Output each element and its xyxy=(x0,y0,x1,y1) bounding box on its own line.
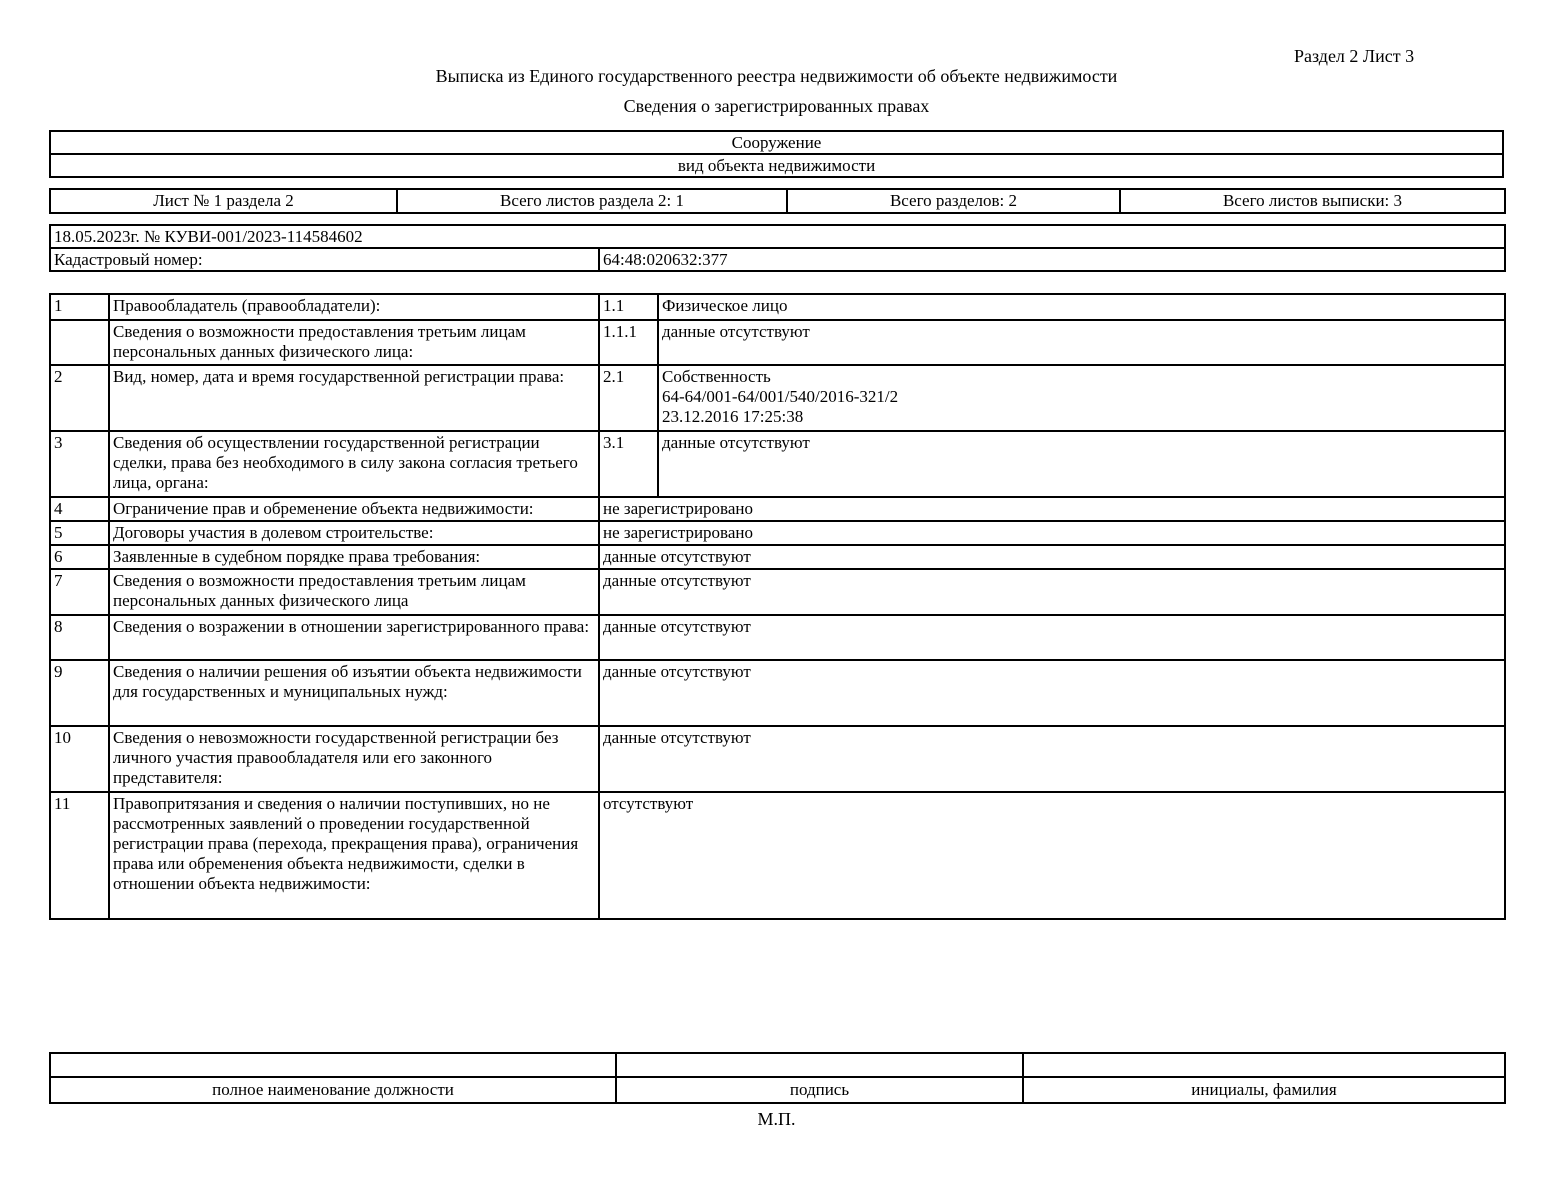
row-subnumber: 1.1 xyxy=(599,294,658,320)
signature-caption: подпись xyxy=(616,1077,1023,1103)
name-caption: инициалы, фамилия xyxy=(1023,1077,1505,1103)
row-number: 9 xyxy=(50,660,109,726)
row-number: 7 xyxy=(50,569,109,615)
signature-field xyxy=(616,1053,1023,1077)
position-field xyxy=(50,1053,616,1077)
table-row xyxy=(50,792,1505,919)
document-subtitle: Сведения о зарегистрированных правах xyxy=(623,96,930,116)
row-value: данные отсутствуют xyxy=(658,431,1505,497)
row-label: Правообладатель (правообладатели): xyxy=(109,294,599,320)
table-row xyxy=(50,615,1505,660)
row-value: данные отсутствуют xyxy=(658,320,1505,365)
row-number: 1 xyxy=(50,294,109,320)
table-row xyxy=(50,726,1505,792)
table-row xyxy=(50,545,1505,569)
identification-table xyxy=(49,224,1506,272)
row-value: данные отсутствуют xyxy=(599,660,1505,726)
row-number: 10 xyxy=(50,726,109,792)
row-number: 4 xyxy=(50,497,109,521)
row-value: данные отсутствуют xyxy=(599,569,1505,615)
row-number: 3 xyxy=(50,431,109,497)
row-value: не зарегистрировано xyxy=(599,521,1505,545)
right-type: Собственность xyxy=(662,367,771,386)
row-label: Договоры участия в долевом строительстве: xyxy=(109,521,599,545)
section-sheets-count: Всего листов раздела 2: 1 xyxy=(397,189,787,213)
row-value: не зарегистрировано xyxy=(599,497,1505,521)
row-value: данные отсутствуют xyxy=(599,726,1505,792)
sheet-info-table xyxy=(49,188,1506,214)
registration-datetime: 23.12.2016 17:25:38 xyxy=(662,407,804,426)
row-value: данные отсутствуют xyxy=(599,545,1505,569)
row-number xyxy=(50,320,109,365)
rights-table xyxy=(49,293,1506,920)
object-name: Сооружение xyxy=(50,131,1503,154)
signature-table xyxy=(49,1052,1506,1104)
table-row xyxy=(50,569,1505,615)
row-label: Сведения о невозможности государственной регистрации без личного участия правообладателя или его законного представителя: xyxy=(109,726,599,792)
row-number: 5 xyxy=(50,521,109,545)
row-label: Сведения о возражении в отношении зарегистрированного права: xyxy=(109,615,599,660)
row-label: Вид, номер, дата и время государственной регистрации права: xyxy=(109,365,599,431)
sheet-number: Лист № 1 раздела 2 xyxy=(50,189,397,213)
row-value: данные отсутствуют xyxy=(599,615,1505,660)
request-number: 18.05.2023г. № КУВИ-001/2023-114584602 xyxy=(50,225,1505,248)
row-value: отсутствуют xyxy=(599,792,1505,919)
table-row xyxy=(50,320,1505,365)
registration-number: 64-64/001-64/001/540/2016-321/2 xyxy=(662,387,899,406)
row-subnumber: 2.1 xyxy=(599,365,658,431)
cadastral-label: Кадастровый номер: xyxy=(50,248,599,271)
object-kind-caption: вид объекта недвижимости xyxy=(50,154,1503,177)
table-row xyxy=(50,431,1505,497)
row-label: Сведения о наличии решения об изъятии объекта недвижимости для государственных и муниципальных нужд: xyxy=(109,660,599,726)
position-caption: полное наименование должности xyxy=(50,1077,616,1103)
row-number: 6 xyxy=(50,545,109,569)
document-title: Выписка из Единого государственного реестра недвижимости об объекте недвижимости xyxy=(435,66,1118,86)
row-subnumber: 1.1.1 xyxy=(599,320,658,365)
total-sections: Всего разделов: 2 xyxy=(787,189,1120,213)
row-number: 2 xyxy=(50,365,109,431)
row-label: Заявленные в судебном порядке права требования: xyxy=(109,545,599,569)
row-label: Правопритязания и сведения о наличии поступивших, но не рассмотренных заявлений о проведении государственной регистрации права (перехода, прекращения права), ограничения права или обременения объекта недвижимости, сделки в отношении объекта недвижимости: xyxy=(109,792,599,919)
row-label: Ограничение прав и обременение объекта недвижимости: xyxy=(109,497,599,521)
total-sheets: Всего листов выписки: 3 xyxy=(1120,189,1505,213)
object-type-table xyxy=(49,130,1504,178)
table-row xyxy=(50,294,1505,320)
row-number: 11 xyxy=(50,792,109,919)
sheet-reference: Раздел 2 Лист 3 xyxy=(1294,46,1415,66)
row-value xyxy=(658,365,1505,431)
row-label: Сведения об осуществлении государственной регистрации сделки, права без необходимого в силу закона согласия третьего лица, органа: xyxy=(109,431,599,497)
row-number: 8 xyxy=(50,615,109,660)
table-row xyxy=(50,365,1505,431)
table-row xyxy=(50,497,1505,521)
row-label: Сведения о возможности предоставления третьим лицам персональных данных физического лица xyxy=(109,569,599,615)
cadastral-number: 64:48:020632:377 xyxy=(599,248,1505,271)
row-subnumber: 3.1 xyxy=(599,431,658,497)
table-row xyxy=(50,660,1505,726)
name-field xyxy=(1023,1053,1505,1077)
row-value: Физическое лицо xyxy=(658,294,1505,320)
row-label: Сведения о возможности предоставления третьим лицам персональных данных физического лица: xyxy=(109,320,599,365)
table-row xyxy=(50,521,1505,545)
stamp-place: М.П. xyxy=(757,1109,796,1129)
